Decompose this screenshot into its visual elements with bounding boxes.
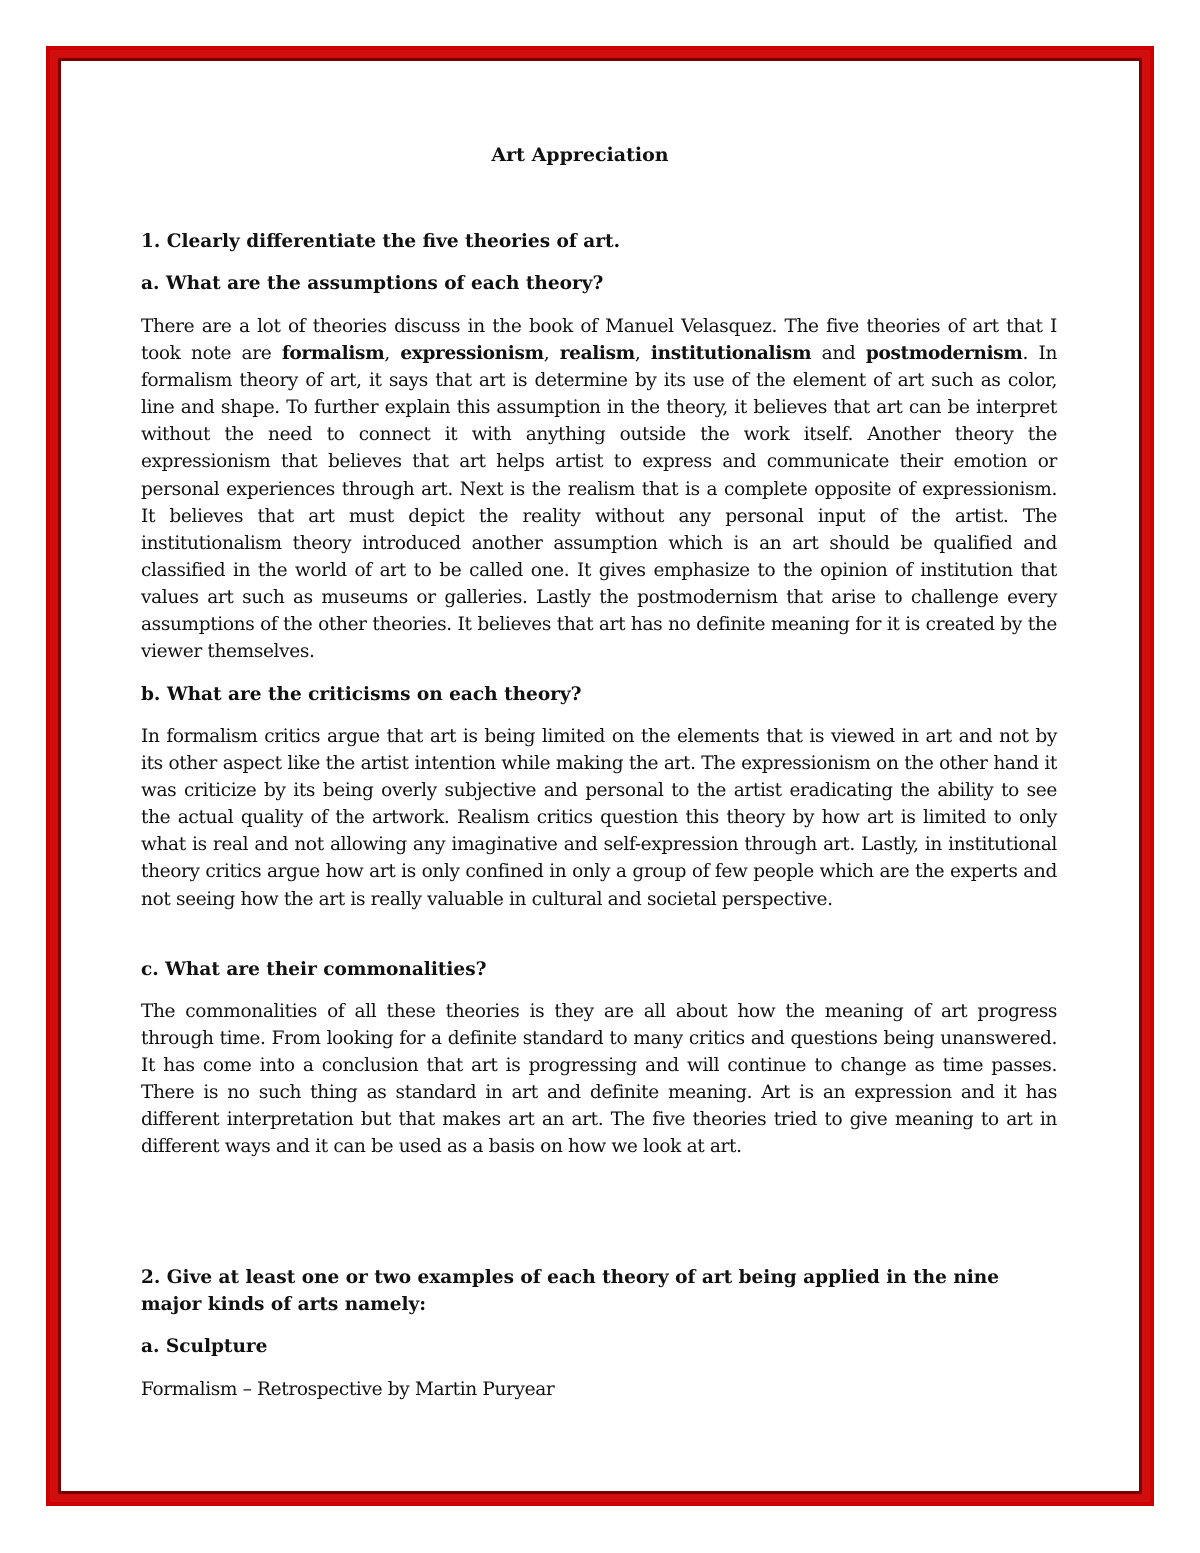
answer-1a-paragraph	[141, 313, 1057, 665]
question-1: 1. Clearly differentiate the five theories of art.	[141, 231, 621, 252]
separator: and	[811, 343, 866, 365]
term-expressionism: expressionism	[400, 343, 544, 365]
term-formalism: formalism	[281, 343, 385, 365]
term-postmodernism: postmodernism	[865, 343, 1023, 365]
question-2: 2. Give at least one or two examples of each theory of art being applied in the nine major kinds of arts namely:	[141, 1267, 1000, 1315]
term-realism: realism	[559, 343, 635, 365]
document-title: Art Appreciation	[491, 144, 669, 166]
answer-2a-text: Formalism – Retrospective by Martin Puryear	[141, 1379, 555, 1400]
separator: ,	[384, 343, 401, 365]
answer-1c-paragraph: The commonalities of all these theories is they are all about how the meaning of art progress through time. From looking for a definite standard to many critics and questions being unanswered. It has come into a conclusion that art is progressing and will continue to change as time passes. There is no such thing as standard in art and definite meaning. Art is an expression and it has different interpretation but that makes art an art. The five theories tried to give meaning to art in different ways and it can be used as a basis on how we look at art.	[141, 1001, 1057, 1158]
term-institutionalism: institutionalism	[650, 343, 812, 365]
answer-1a-text-end: . In formalism theory of art, it says that art is determine by its use of the element of art such as color, line and shape. To further explain this assumption in the theory, it believes that art can be interpret without the need to connect it with anything outside the work itself. Another theory the expressionism that believes that art helps artist to express and communicate their emotion or personal experiences through art. Next is the realism that is a complete opposite of expressionism. It believes that art must depict the reality without any personal input of the artist. The institutionalism theory introduced another assumption which is an art should be qualified and classified in the world of art to be called one. It gives emphasize to the opinion of institution that values art such as museums or galleries. Lastly the postmodernism that arise to challenge every assumptions of the other theories. It believes that art has no definite meaning for it is created by the viewer themselves.	[141, 343, 1058, 663]
question-2a: a. Sculpture	[141, 1336, 268, 1357]
answer-1a-text-start: There are a lot of theories discuss in the book of Manuel Velasquez. The five theories of art that I took note are	[141, 316, 1057, 365]
separator: ,	[543, 343, 560, 365]
answer-1b-paragraph: In formalism critics argue that art is being limited on the elements that is viewed in art and not by its other aspect like the artist intention while making the art. The expressionism on the other hand it was criticize by its being overly subjective and personal to the artist eradicating the ability to see the actual quality of the artwork. Realism critics question this theory by how art is limited to only what is real and not allowing any imaginative and self-expression through art. Lastly, in institutional theory critics argue how art is only confined in only a group of few people which are the experts and not seeing how the art is really valuable in cultural and societal perspective.	[141, 726, 1057, 910]
question-1b: b. What are the criticisms on each theory?	[141, 684, 582, 705]
question-1c: c. What are their commonalities?	[141, 959, 487, 980]
question-1a: a. What are the assumptions of each theory?	[141, 273, 604, 294]
separator: ,	[634, 343, 651, 365]
